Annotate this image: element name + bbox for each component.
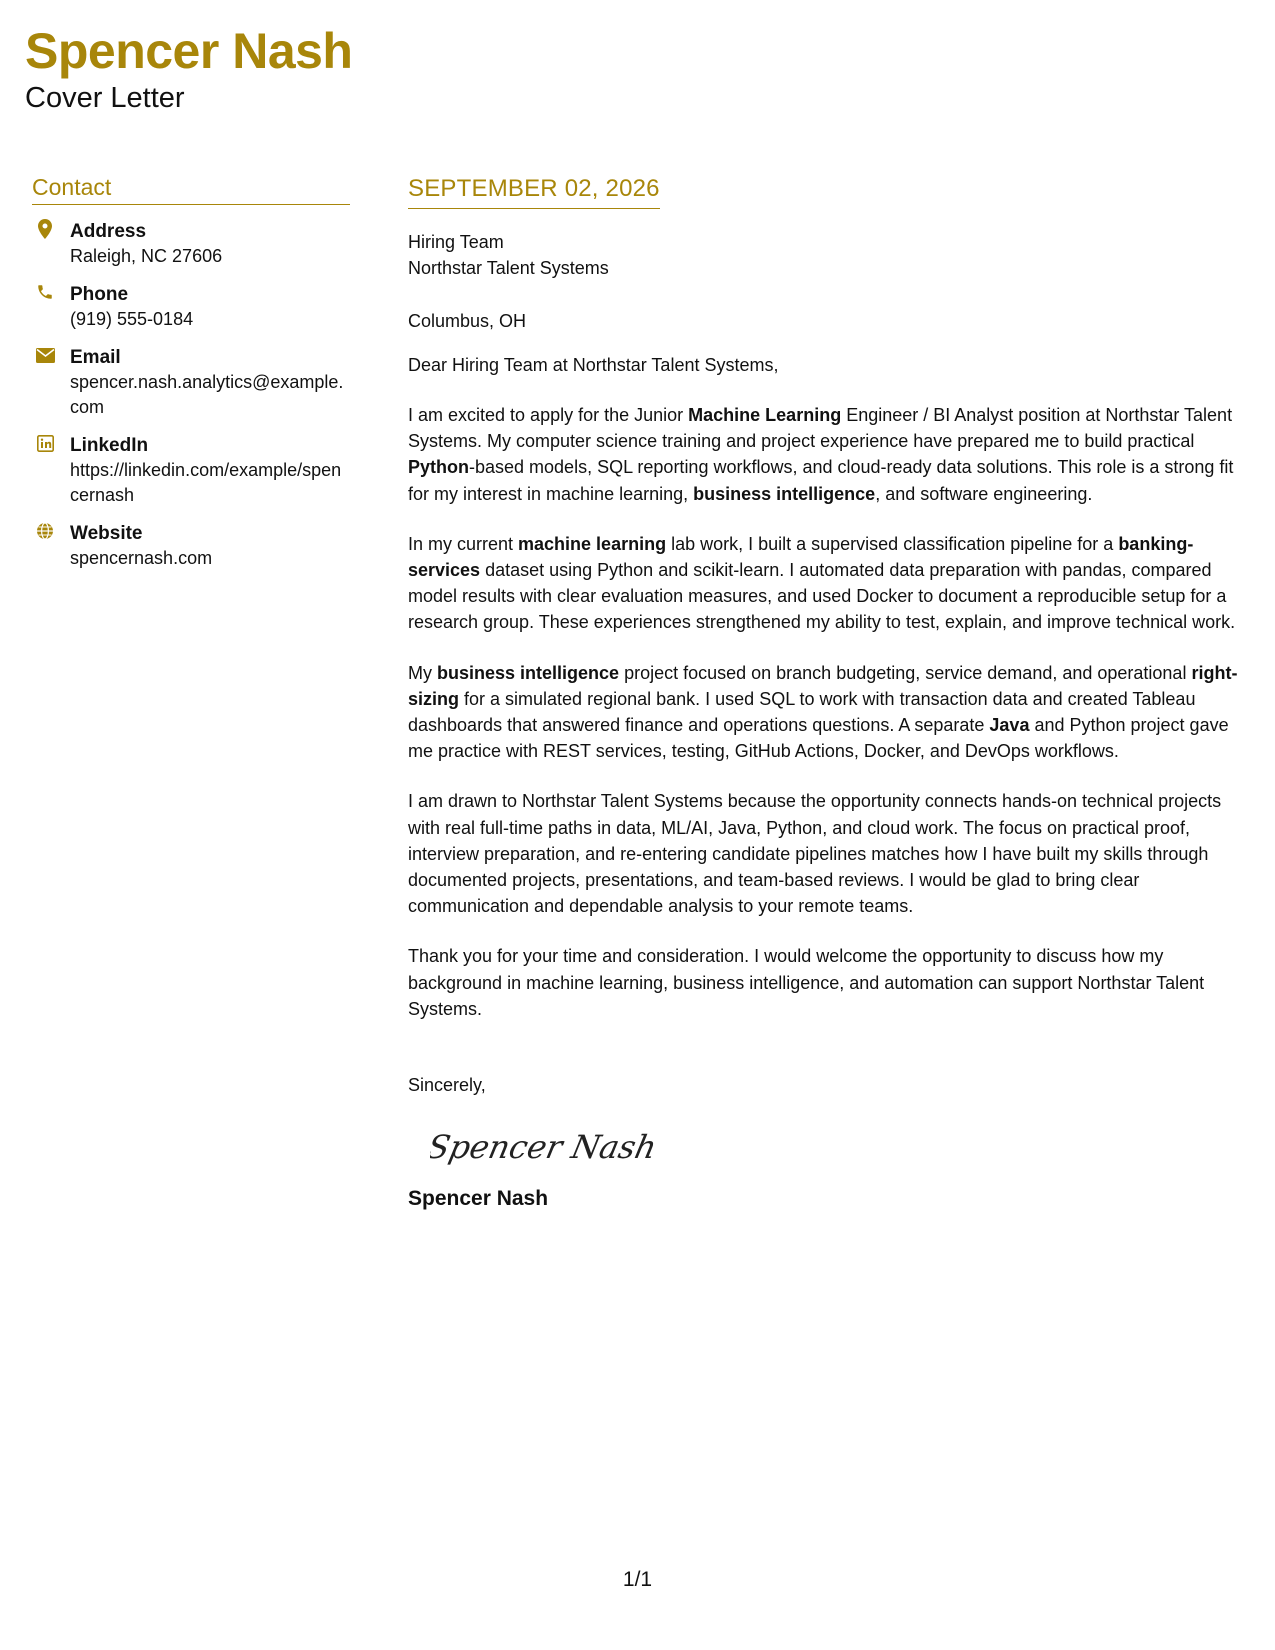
text-run: I am excited to apply for the Junior <box>408 405 689 426</box>
contact-item-email <box>32 345 350 420</box>
letter-paragraph <box>408 943 1253 1022</box>
contact-sidebar <box>32 174 350 584</box>
envelope-icon <box>35 345 55 365</box>
recipient-location: Columbus, OH <box>408 310 527 331</box>
contact-value[interactable]: https://linkedin.com/example/spencernash <box>70 460 342 505</box>
bold-keyword: business intelligence <box>437 662 620 683</box>
contact-value: Raleigh, NC 27606 <box>70 246 223 266</box>
bold-keyword: business intelligence <box>693 483 876 504</box>
letter-paragraph <box>408 660 1253 765</box>
text-run: -based models, SQL reporting workflows, and cloud-ready data solutions. This role is a strong fit for my interest in machine learning, <box>408 457 1234 504</box>
bold-keyword: banking-services <box>408 533 1194 581</box>
text-run: lab work, I built a supervised classification pipeline for a <box>666 533 1119 554</box>
contact-value: (919) 555-0184 <box>70 309 194 329</box>
bold-keyword: machine learning <box>518 533 667 554</box>
letter-paragraph <box>408 788 1253 919</box>
letter-paragraph <box>408 531 1253 636</box>
document-subtitle: Cover Letter <box>25 82 185 114</box>
letter-body <box>408 176 1253 1212</box>
letter-date: SEPTEMBER 02, 2026 <box>408 176 660 209</box>
salutation: Dear Hiring Team at Northstar Talent Systems, <box>408 354 779 375</box>
text-run: dataset using Python and scikit-learn. I automated data preparation with pandas, compared model results with clear evaluation measures, and used Docker to document a reproducible setup for a research group. These experiences strengthened my ability to test, explain, and improve technical work. <box>408 560 1236 633</box>
closing: Sincerely, <box>408 1075 486 1096</box>
contact-section-title: Contact <box>32 174 350 205</box>
map-pin-icon <box>35 219 55 239</box>
contact-item-address <box>32 219 350 269</box>
page-number: 1/1 <box>622 1568 653 1591</box>
bold-keyword: Python <box>408 457 469 478</box>
text-run: Thank you for your time and consideration. I would welcome the opportunity to discuss how my background in machine learning, business intelligence, and automation can support Northstar Talent Systems. <box>408 946 1205 1019</box>
contact-item-phone <box>32 282 350 332</box>
contact-item-linkedin <box>32 433 350 508</box>
contact-value[interactable]: spencer.nash.analytics@example.com <box>70 372 344 417</box>
bold-keyword: Java <box>989 715 1030 736</box>
globe-icon <box>35 521 55 541</box>
text-run: and Python project gave me practice with REST services, testing, GitHub Actions, Docker, and DevOps workflows. <box>408 715 1229 762</box>
bold-keyword: Machine Learning <box>688 405 842 426</box>
text-run: project focused on branch budgeting, service demand, and operational <box>619 662 1192 683</box>
text-run: I am drawn to Northstar Talent Systems because the opportunity connects hands-on technical projects with real full-time paths in data, ML/AI, Java, Python, and cloud work. The focus on practical proof, interview preparation, and re-entering candidate pipelines matches how I have built my skills through documented projects, presentations, and team-based reviews. I would be glad to bring clear communication and dependable analysis to your remote teams. <box>408 791 1222 917</box>
text-run: In my current <box>408 533 519 554</box>
contact-item-website <box>32 521 350 571</box>
recipient-company: Northstar Talent Systems <box>408 258 609 279</box>
signature-text: Spencer Nash <box>430 1128 660 1167</box>
text-run: Engineer / BI Analyst position at Northstar Talent Systems. My computer science training and project experience have prepared me to build practical <box>408 405 1233 452</box>
signature-image <box>430 1118 1253 1178</box>
contact-label: Address <box>70 221 147 242</box>
contact-label: Phone <box>70 284 129 305</box>
recipient-line: Hiring Team <box>408 232 504 253</box>
signer-name: Spencer Nash <box>408 1187 549 1211</box>
letter-paragraphs <box>408 402 1253 1022</box>
text-run: , and software engineering. <box>875 483 1093 504</box>
text-run: My <box>408 662 437 683</box>
linkedin-icon <box>35 433 55 453</box>
text-run: for a simulated regional bank. I used SQL to work with transaction data and created Tableau dashboards that answered finance and operations questions. A separate <box>408 688 1196 736</box>
candidate-name: Spencer Nash <box>25 23 353 79</box>
bold-keyword: right-sizing <box>408 662 1238 709</box>
contact-label: Website <box>70 523 143 544</box>
contact-label: LinkedIn <box>70 435 149 456</box>
phone-icon <box>35 282 55 302</box>
letter-paragraph <box>408 402 1253 507</box>
contact-value[interactable]: spencernash.com <box>70 548 213 568</box>
contact-label: Email <box>70 347 121 368</box>
